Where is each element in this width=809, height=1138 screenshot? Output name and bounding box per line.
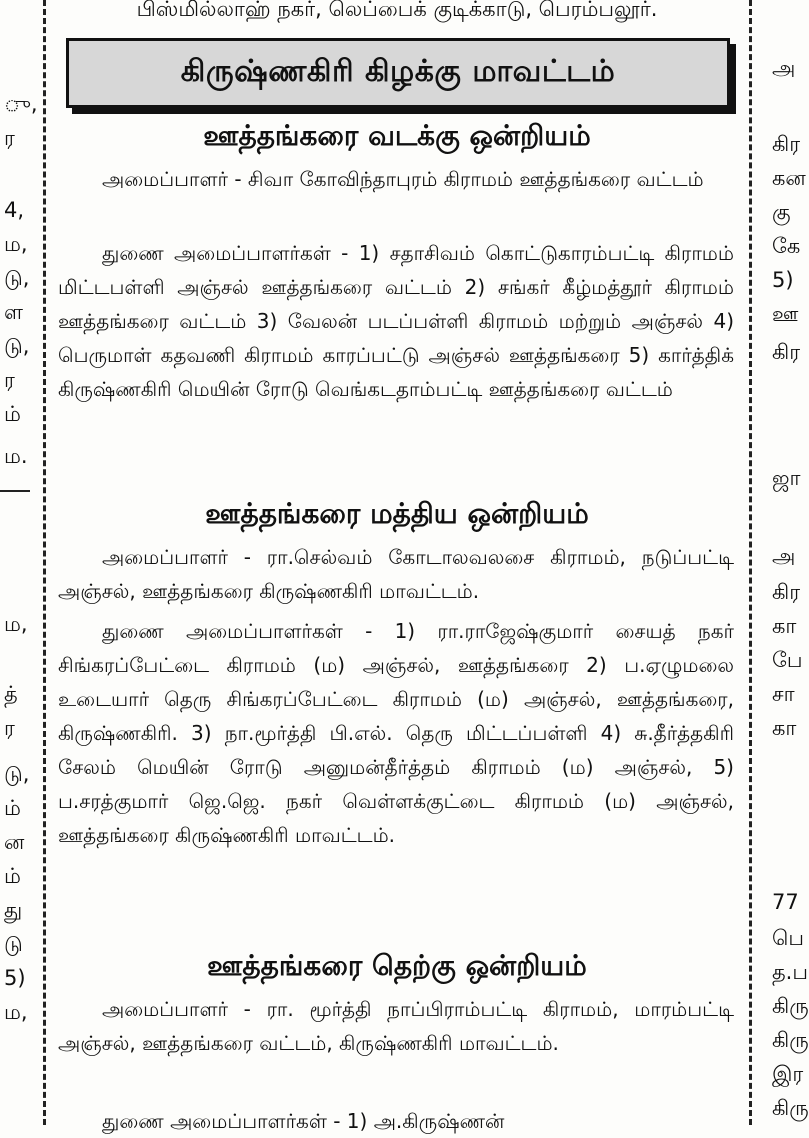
right-fragment: கே: [772, 234, 801, 258]
district-banner: [66, 38, 730, 108]
organizer-paragraph: அமைப்பாளர் - ரா. மூர்த்தி நாப்பிராம்பட்டி கிராமம், மாரம்பட்டி அஞ்சல், ஊத்தங்கரை வட்டம், கிருஷ்ணகிரி மாவட்டம்.: [58, 997, 734, 1055]
right-fragment: கிரு: [772, 994, 809, 1018]
right-fragment: ஊ: [772, 302, 799, 326]
organizer-paragraph: அமைப்பாளர் - சிவா கோவிந்தாபுரம் கிராமம் ஊத்தங்கரை வட்டம்: [102, 167, 704, 191]
section-heading: ஊத்தங்கரை வடக்கு ஒன்றியம்: [203, 119, 591, 152]
right-fragment: கிர: [772, 580, 801, 604]
right-fragment: 77: [772, 890, 799, 914]
right-fragment: கா: [772, 614, 797, 638]
right-fragment: அ: [772, 544, 796, 568]
left-fragment: 4,: [4, 198, 25, 222]
right-column-fragments: [760, 0, 809, 1125]
left-fragment: டு,: [4, 762, 30, 786]
left-fragment: டு,: [4, 266, 30, 290]
left-fragment: ன: [4, 830, 25, 854]
left-fragment: ர: [4, 126, 15, 150]
right-fragment: கிரு: [772, 1028, 809, 1052]
right-fragment: கிர: [772, 132, 801, 156]
left-column-fragments: [0, 0, 38, 1125]
right-fragment: கு: [772, 200, 791, 224]
right-fragment: கா: [772, 716, 797, 740]
deputies-paragraph: துணை அமைப்பாளர்கள் - 1) சதாசிவம் கொட்டுகாரம்பட்டி கிராமம் மிட்டபள்ளி அஞ்சல் ஊத்தங்கரை வட்டம் 2) சங்கர் கீழ்மத்தூர் கிராமம் ஊத்தங்கரை வட்டம் 3) வேலன் படப்பள்ளி கிராமம் மற்றும் அஞ்சல் 4) பெருமாள் கதவணி கிராமம் காரப்பட்டு அஞ்சல் ஊத்தங்கரை 5) கார்த்திக் கிருஷ்ணகிரி மெயின் ரோடு வெங்கடதாம்பட்டி ஊத்தங்கரை வட்டம்: [58, 241, 734, 401]
left-fragment: டு: [4, 932, 23, 956]
right-fragment: கிர: [772, 340, 801, 364]
left-fragment: ம.: [4, 444, 28, 468]
left-fragment: 5): [4, 966, 26, 990]
column-divider-horizontal: [0, 490, 30, 492]
left-fragment: ம்: [4, 864, 21, 888]
previous-entry-address: பிஸ்மில்லாஹ் நகர், லெப்பைக் குடிக்காடு, பெரம்பலூர்.: [136, 0, 658, 21]
right-fragment: கன: [772, 166, 806, 190]
right-fragment: பெ: [772, 926, 804, 950]
right-fragment: த.ப: [772, 960, 808, 984]
left-fragment: து: [4, 898, 23, 922]
left-fragment: ம்: [4, 402, 21, 426]
left-fragment: ர: [4, 716, 15, 740]
section-heading: ஊத்தங்கரை தெற்கு ஒன்றியம்: [207, 949, 587, 982]
organizer-paragraph: அமைப்பாளர் - ரா.செல்வம் கோடாலவலசை கிராமம், நடுப்பட்டி அஞ்சல், ஊத்தங்கரை கிருஷ்ணகிரி மாவட்டம்.: [58, 545, 734, 603]
deputies-paragraph: துணை அமைப்பாளர்கள் - 1) அ.கிருஷ்ணன்: [102, 1109, 505, 1133]
left-fragment: ம,: [4, 1000, 28, 1024]
left-fragment: டு,: [4, 334, 30, 358]
article-column: [56, 0, 738, 1133]
district-title: கிருஷ்ணகிரி கிழக்கு மாவட்டம்: [180, 53, 616, 89]
right-fragment: கிரு: [772, 1096, 809, 1120]
right-fragment: 5): [772, 268, 794, 292]
dashed-column-rule-right: [749, 0, 752, 1125]
dashed-column-rule-left: [43, 0, 46, 1125]
right-fragment: இர: [772, 1062, 804, 1086]
left-fragment: ர: [4, 368, 15, 392]
left-fragment: ம்: [4, 796, 21, 820]
right-fragment: ஜா: [772, 466, 801, 490]
left-fragment: ம,: [4, 612, 28, 636]
right-fragment: பே: [772, 648, 803, 672]
left-fragment: ு,: [4, 92, 38, 116]
deputies-paragraph: துணை அமைப்பாளர்கள் - 1) ரா.ராஜேஷ்குமார் சையத் நகர் சிங்கரப்பேட்டை கிராமம் (ம) அஞ்சல், ஊத்தங்கரை 2) ப.ஏழுமலை உடையார் தெரு சிங்கரப்பேட்டை கிராமம் (ம) அஞ்சல், ஊத்தங்கரை, கிருஷ்ணகிரி. 3) நா.மூர்த்தி பி.எல். தெரு மிட்டப்பள்ளி 4) சு.தீர்த்தகிரி சேலம் மெயின் ரோடு அனுமன்தீர்த்தம் கிராமம் (ம) அஞ்சல், 5) ப.சரத்குமார் ஜெ.ஜெ. நகர் வெள்ளக்குட்டை கிராமம் (ம) அஞ்சல், ஊத்தங்கரை கிருஷ்ணகிரி மாவட்டம்.: [58, 619, 734, 847]
right-fragment: அ: [772, 56, 796, 80]
left-fragment: ள: [4, 300, 23, 324]
section-heading: ஊத்தங்கரை மத்திய ஒன்றியம்: [205, 497, 589, 530]
left-fragment: த்: [4, 682, 18, 706]
left-fragment: ம,: [4, 232, 28, 256]
right-fragment: சா: [772, 682, 795, 706]
